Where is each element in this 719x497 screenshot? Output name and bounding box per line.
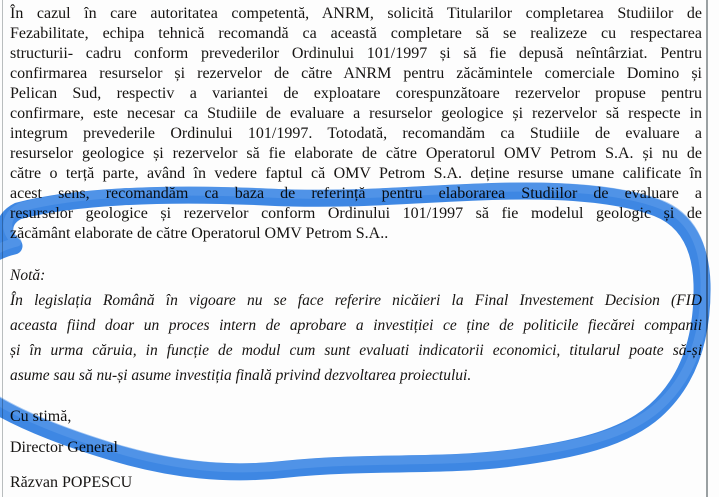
- closing-salutation: Cu stimă,: [10, 408, 72, 425]
- paragraph-line: către o terță parte, având în vedere faptul că OMV Petrom S.A. deține resurse umane calificate în: [10, 165, 702, 182]
- signatory-name: Răzvan POPESCU: [10, 474, 133, 491]
- page-edge-right: [706, 0, 708, 497]
- paragraph-line: confirmarea resurselor și rezervelor de către ANRM pentru zăcămintele comerciale Domino și: [10, 65, 702, 82]
- paragraph-line: confirmare, este necesar ca Studiile de evaluare a resurselor geologice și rezervelor să respecte in: [10, 105, 702, 122]
- note-section: [10, 263, 702, 388]
- body-paragraph: [10, 4, 702, 244]
- paragraph-line-obscured: acest sens, recomandăm ca baza de referință pentru elaborarea Studiilor de evaluare a: [10, 185, 702, 202]
- note-line: aceasta fiind doar un proces intern de aprobare a investiției ce ține de politicile fiecărei companii: [10, 317, 702, 334]
- note-line: În legislația Română în vigoare nu se face referire nicăieri la Final Investement Decision (FID: [10, 292, 702, 309]
- page-edge-left: [2, 0, 3, 497]
- paragraph-line: resurselor geologice și rezervelor conform Ordinului 101/1997 să fie modelul geologic și de: [10, 205, 702, 222]
- paragraph-line: Pelican Sud, respectiv a variantei de exploatare corespunzătoare rezervelor propuse pentru: [10, 85, 702, 102]
- note-heading: Notă:: [10, 267, 46, 284]
- paragraph-line: Fezabilitate, echipa tehnică recomandă ca această completare să se realizeze cu respectarea: [10, 25, 702, 42]
- paragraph-line: resurselor geologice și rezervelor să fie elaborate de către Operatorul OMV Petrom S.A. și nu de: [10, 145, 702, 162]
- paragraph-line: structurii- cadru conform prevederilor Ordinului 101/1997 și să fie depusă neîntârziat. Pentru: [10, 45, 702, 62]
- signatory-role: Director General: [10, 439, 118, 456]
- paragraph-line: În cazul în care autoritatea competentă, ANRM, solicită Titularilor completarea Studiilor de: [10, 5, 702, 22]
- note-line: asume sau să nu-și asume investiția finală privind dezvoltarea proiectului.: [10, 367, 472, 384]
- paragraph-line: integrum prevederile Ordinului 101/1997. Totodată, recomandăm ca Studiile de evaluare a: [10, 125, 702, 142]
- note-line: și în urma căruia, in funcție de modul cum sunt evaluati indicatorii economici, titularul poate să-și: [10, 342, 702, 359]
- paragraph-line: zăcământ elaborate de către Operatorul OMV Petrom S.A..: [10, 225, 389, 242]
